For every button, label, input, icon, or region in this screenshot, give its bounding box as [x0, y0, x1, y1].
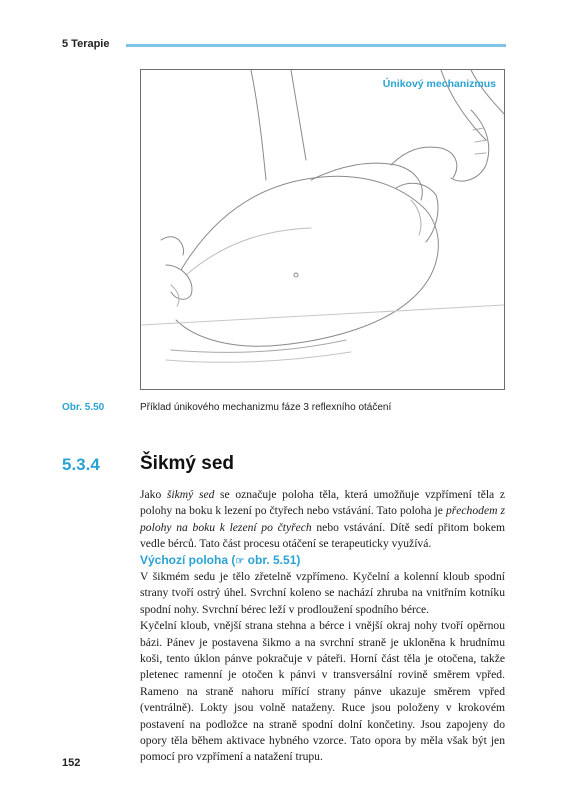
chapter-label: 5 Terapie — [62, 38, 110, 50]
intro-paragraph — [140, 487, 505, 553]
figure-illustration — [140, 69, 505, 390]
main-text — [140, 569, 505, 766]
intro-emphasis-2: přechodem z polohy na boku k lezení po čtyřech — [140, 504, 505, 534]
pointing-hand-icon: ☞ — [235, 556, 245, 567]
main-paragraph-2: Kyčelní kloub, vnější strana stehna a bérce i vnější okraj nohy tvoří opěrnou bázi. Pánev je postavena šikmo a na svrchní straně je ukloněna k hrudnímu koši, tento úklon pánve pokračuje v páteři. Horní část těla je otočena, takže pletenec ramenní je otočen k pánvi v transversální rovině směrem vpřed. Rameno na straně nahoru mířící strany pánve ukazuje směrem vpřed (ventrálně). Lokty jsou volně nataženy. Ruce jsou položeny v krokovém postavení na podložce na straně spodní dolní končetiny. Jsou zapojeny do opory těla během aktivace hybného vzorce. Tato opora by měla však být jen pomocí pro vzpřímení a natažení trupu. — [140, 619, 505, 764]
figure-label: Únikový mechanizmus — [382, 78, 496, 90]
page-number: 152 — [62, 757, 81, 769]
figure-caption-text: Příklad únikového mechanizmu fáze 3 reflexního otáčení — [140, 402, 392, 413]
subsection-reference[interactable]: obr. 5.51 — [247, 553, 297, 567]
subsection-heading: Výchozí poloha (☞ obr. 5.51) — [140, 553, 301, 567]
intro-text-1: Jako — [140, 488, 167, 501]
section-title: Šikmý sed — [140, 453, 234, 474]
intro-text-3: nebo vstávání. Dítě sedí přitom bokem vedle bérců. Tato část procesu otáčení se terapeuticky využívá. — [140, 520, 505, 551]
figure-caption-number: Obr. 5.50 — [62, 402, 105, 413]
header-rule — [126, 44, 506, 47]
subsection-title: Výchozí poloha — [140, 553, 229, 567]
section-number: 5.3.4 — [62, 455, 100, 474]
intro-emphasis-1: šikmý sed — [166, 488, 215, 501]
intro-text-2: se označuje poloha těla, která umožňuje vzpřímení těla z polohy na boku k lezení po čtyřech nebo vstávání. Tato poloha je — [140, 488, 505, 518]
infant-sketch-illustration — [141, 70, 505, 390]
main-paragraph-1: V šikmém sedu je tělo zřetelně vzpřímeno. Kyčelní a kolenní kloub spodní strany tvoří ostrý úhel. Svrchní koleno se nachází zhruba na vnitřním kotníku spodní nohy. Svrchní bérec leží v prodloužení spodního bérce. — [140, 570, 505, 616]
